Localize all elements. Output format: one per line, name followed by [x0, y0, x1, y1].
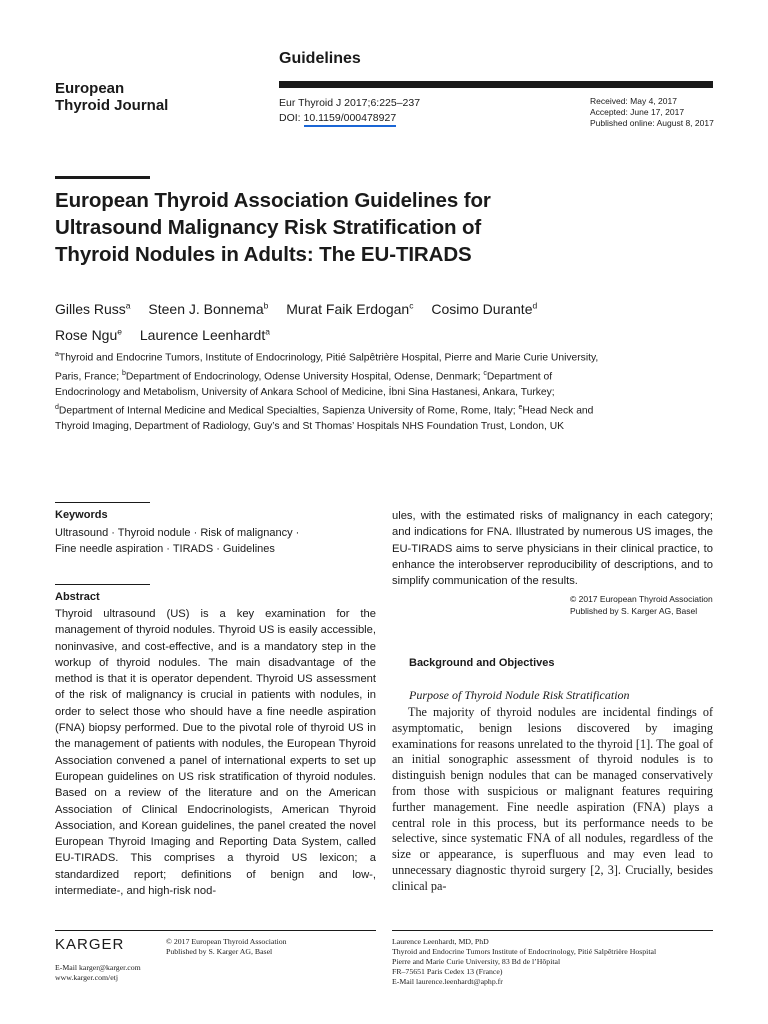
- section-label: Guidelines: [279, 50, 361, 67]
- publication-dates: [590, 96, 714, 129]
- footer-copyright-line-1: © 2017 European Thyroid Association: [166, 937, 287, 946]
- footer-rule-left: [55, 930, 376, 931]
- title-line-1: European Thyroid Association Guidelines for: [55, 189, 491, 212]
- footer-rule-right: [392, 930, 713, 931]
- background-subheading: Purpose of Thyroid Nodule Risk Stratification: [409, 688, 630, 702]
- abstract-copyright-line-1: © 2017 European Thyroid Association: [570, 594, 713, 604]
- keywords-line-1: Ultrasound · Thyroid nodule · Risk of malignancy ·: [55, 527, 300, 539]
- abstract-heading: Abstract: [55, 591, 100, 603]
- author-line-2: [55, 321, 705, 348]
- title-rule: [55, 176, 150, 179]
- author: Rose Ngu$^e$: [55, 326, 122, 344]
- footer-copyright-line-2: Published by S. Karger AG, Basel: [166, 947, 273, 956]
- header-rule: [279, 81, 713, 88]
- keywords-line-2: Fine needle aspiration · TIRADS · Guidelines: [55, 543, 275, 555]
- author-line-1: [55, 294, 705, 321]
- doi-line: [279, 111, 420, 126]
- author-list: [55, 294, 705, 347]
- abstract-copyright: [570, 594, 713, 617]
- journal-name-line1: European: [55, 80, 125, 97]
- footer-copyright: [166, 937, 287, 957]
- keywords-list: [55, 525, 375, 557]
- article-title: [55, 187, 715, 268]
- journal-name-line2: Thyroid Journal: [55, 97, 169, 114]
- correspondence: [392, 937, 656, 987]
- correspondence-line-1: Thyroid and Endocrine Tumors Institute of Endocrinology, Pitié Salpêtrière Hospital: [392, 947, 657, 956]
- correspondence-line-2: Pierre and Marie Curie University, 83 Bd de l’Hôpital: [392, 957, 561, 966]
- correspondence-email[interactable]: E-Mail laurence.leenhardt@aphp.fr: [392, 977, 503, 986]
- publisher-website[interactable]: www.karger.com/etj: [55, 973, 119, 982]
- publisher-contact: [55, 963, 141, 983]
- title-line-2: Ultrasound Malignancy Risk Stratification of: [55, 216, 482, 239]
- keywords-heading: Keywords: [55, 509, 108, 521]
- affiliation: Thyroid and Endocrine Tumors, Institute of Endocrinology, Pitié Salpêtrière Hospital, Pierre and Marie Curie University, Paris, France;: [55, 352, 599, 383]
- author: Steen J. Bonnema$^b$: [148, 300, 269, 317]
- accepted-date: Accepted: June 17, 2017: [590, 107, 685, 117]
- abstract-text: Thyroid ultrasound (US) is a key examination for the management of thyroid nodules. Thyroid US is easily accessible, noninvasive, and cost-effective, and is a mandatory step in the workup of thyroid nodules. The main disadvantage of the method is that it is operator dependent. Thyroid US assessment of the risk of malignancy is crucial in patients with nodules, in order to select those who should have a fine needle aspiration (FNA) biopsy performed. Due to the pivotal role of thyroid US in the management of patients with nodules, the European Thyroid Association convened a panel of international experts to set up European guidelines on US risk stratification of thyroid nodules. Based on a review of the literature and on the American Association of Clinical Endocrinologists, American Thyroid Association, and Korean guidelines, the panel created the novel European Thyroid Imaging and Reporting Data System, called EU-TIRADS. This comprises a thyroid US lexicon; a standardized report; definitions of benign and low-, intermediate-, and high-risk nod-: [55, 608, 376, 898]
- background-heading: Background and Objectives: [409, 657, 555, 669]
- author: Gilles Russ$^a$: [55, 300, 131, 317]
- abstract-copyright-line-2: Published by S. Karger AG, Basel: [570, 605, 698, 616]
- author: Laurence Leenhardt$^a$: [139, 326, 270, 344]
- citation-block: [279, 96, 420, 126]
- abstract-continuation: ules, with the estimated risks of malignancy in each category; and indications for FNA. Illustrated by numerous US images, the EU-TIRADS aims to serve physicians in their clinical practice, to enhance the interobserver reproducibility of descriptions, and to simplify communication of the results.: [392, 510, 713, 588]
- affiliation: Head Neck and Thyroid Imaging, Department of Radiology, Guy’s and St Thomas’ Hospitals NHS Foundation Trust, London, UK: [55, 405, 594, 433]
- affiliation: Department of Endocrinology, Odense University Hospital, Odense, Denmark;: [125, 371, 484, 383]
- doi-link[interactable]: 10.1159/000478927: [304, 112, 397, 127]
- affiliation: Department of Internal Medicine and Medical Specialties, Sapienza University of Rome, Rome, Italy;: [58, 405, 519, 417]
- title-line-3: Thyroid Nodules in Adults: The EU-TIRADS: [55, 243, 472, 266]
- journal-name: [55, 80, 168, 114]
- abstract-rule: [55, 584, 150, 585]
- author: Cosimo Durante$^d$: [431, 300, 538, 317]
- citation: Eur Thyroid J 2017;6:225–237: [279, 97, 421, 109]
- doi-label: DOI:: [279, 112, 304, 124]
- publisher-logo: KARGER: [55, 936, 125, 953]
- affiliations: $^a$Thyroid and Endocrine Tumors, Institute of Endocrinology, Pitié Salpêtrière Hospital, Pierre and Marie Curie University, Paris, France; $^b$Department of Endocrinology, Odense University Hospital, Odense, Denmark; $^c$Department of Endocrinology and Metabolism, University of Ankara School of Medicine, İbni Sina Hastanesi, Ankara, Turkey; $^d$Department of Internal Medicine and Medical Specialties, Sapienza University of Rome, Rome, Italy; $^e$Head Neck and Thyroid Imaging, Department of Radiology, Guy’s and St Thomas’ Hospitals NHS Foundation Trust, London, UK: [55, 351, 599, 433]
- correspondence-name: Laurence Leenhardt, MD, PhD: [392, 937, 489, 946]
- correspondence-line-3: FR–75651 Paris Cedex 13 (France): [392, 967, 503, 976]
- author: Murat Faik Erdogan$^c$: [286, 300, 414, 317]
- affiliation: Department of Endocrinology and Metabolism, University of Ankara School of Medicine, İbni Sina Hastanesi, Ankara, Turkey;: [55, 371, 555, 398]
- received-date: Received: May 4, 2017: [590, 96, 677, 106]
- published-date: Published online: August 8, 2017: [590, 118, 714, 128]
- background-text: The majority of thyroid nodules are incidental findings of asymptomatic, benign lesions discovered by imaging examinations for reasons unrelated to the thyroid [1]. The goal of an initial sonographic assessment of thyroid nodules is to distinguish benign nodules that can be managed conservatively from those with suspicious or malignant features requiring further management. Fine needle aspiration (FNA) plays a central role in this process, but its performance needs to be selective, since systematic FNA of all nodules, regardless of the size or appearance, is superfluous and may even lead to unnecessary diagnostic thyroid surgery [2, 3]. Crucially, besides clinical pa-: [392, 705, 713, 893]
- publisher-email[interactable]: E-Mail karger@karger.com: [55, 963, 141, 972]
- keywords-rule: [55, 502, 150, 503]
